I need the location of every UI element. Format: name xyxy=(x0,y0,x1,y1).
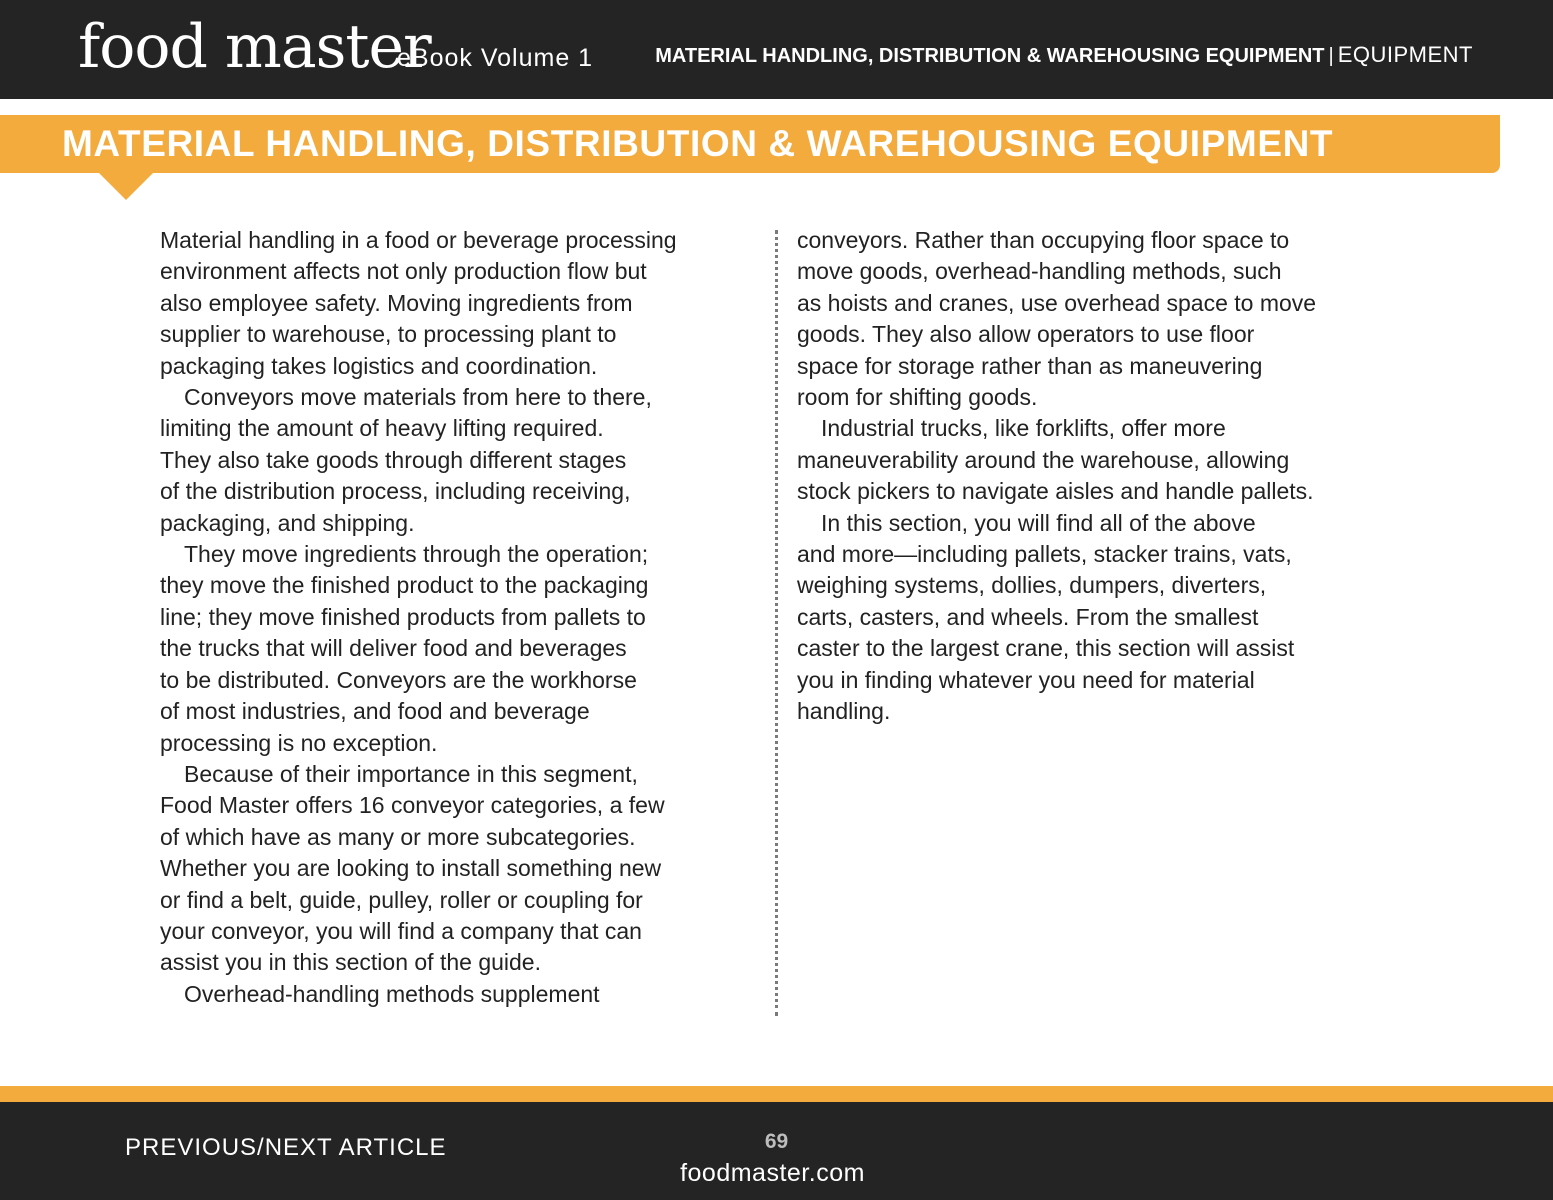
section-banner xyxy=(0,115,1500,173)
page-number: 69 xyxy=(764,1130,789,1153)
breadcrumb-section: MATERIAL HANDLING, DISTRIBUTION & WAREHOUSING EQUIPMENT xyxy=(655,45,1325,67)
article-paragraph: Because of their importance in this segment, Food Master offers 16 conveyor categories, a few of which have as many or more subcategories. Whether you are looking to install something new or find a belt, guide, pulley, roller or coupling for your conveyor, you will find a company that can assist you in this section of the guide. xyxy=(160,760,665,976)
article-column-right xyxy=(797,225,1407,728)
article-column-left xyxy=(160,225,760,1010)
section-title: MATERIAL HANDLING, DISTRIBUTION & WAREHOUSING EQUIPMENT xyxy=(62,123,1334,164)
article-paragraph: In this section, you will find all of the above and more—including pallets, stacker trains, vats, weighing systems, dollies, dumpers, diverters, carts, casters, and wheels. From the smallest caster to the largest crane, this section will assist you in finding whatever you need for material handling. xyxy=(797,509,1295,725)
site-link[interactable]: foodmaster.com xyxy=(680,1159,865,1187)
article-paragraph: Material handling in a food or beverage processing environment affects not only production flow but also employee safety. Moving ingredients from supplier to warehouse, to processing plant to packaging takes logistics and coordination. xyxy=(160,227,677,379)
article-paragraph: conveyors. Rather than occupying floor space to move goods, overhead-handling methods, such as hoists and cranes, use overhead space to move goods. They also allow operators to use floor space for storage rather than as maneuvering room for shifting goods. xyxy=(797,227,1317,411)
breadcrumb xyxy=(655,42,1473,68)
footer-bar xyxy=(0,1102,1553,1200)
article-paragraph: Conveyors move materials from here to there, limiting the amount of heavy lifting required. They also take goods through different stages of the distribution process, including receiving, packaging, and shipping. xyxy=(160,384,652,536)
footer-accent-rule xyxy=(0,1086,1553,1102)
column-divider xyxy=(775,230,778,1016)
breadcrumb-category: EQUIPMENT xyxy=(1337,42,1473,67)
article-paragraph: Overhead-handling methods supplement xyxy=(184,980,600,1007)
ebook-volume-label: eBook Volume 1 xyxy=(397,44,594,72)
banner-pointer xyxy=(99,173,153,200)
article-paragraph: Industrial trucks, like forklifts, offer more maneuverability around the warehouse, allowing stock pickers to navigate aisles and handle pallets. xyxy=(797,415,1314,505)
breadcrumb-separator: | xyxy=(1328,45,1334,67)
article-paragraph: They move ingredients through the operation; they move the finished product to the packaging line; they move finished products from pallets to the trucks that will deliver food and beverages to be distributed. Conveyors are the workhorse of most industries, and food and beverage processing is no exception. xyxy=(160,541,649,756)
brand-logo: food master xyxy=(78,12,431,82)
top-header-bar xyxy=(0,0,1553,99)
prev-next-article-link[interactable]: PREVIOUS/NEXT ARTICLE xyxy=(125,1134,447,1161)
